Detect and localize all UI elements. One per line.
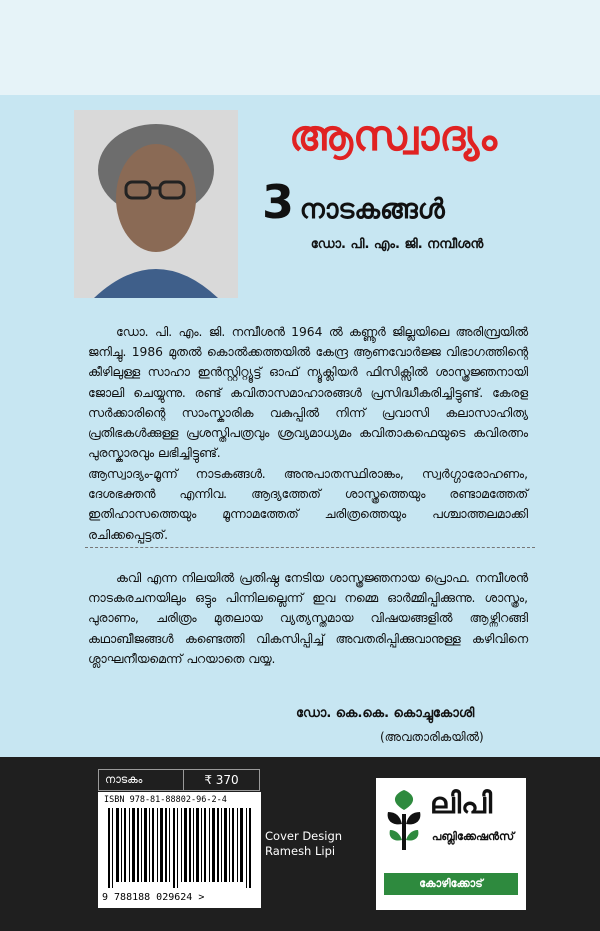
cover-credit-line1: Cover Design: [265, 829, 343, 843]
top-band: [0, 0, 600, 95]
cover-credit: [265, 829, 342, 859]
isbn-text: ISBN 978-81-88802-96-2-4: [104, 795, 227, 805]
divider: [85, 547, 535, 548]
review-source: (അവതാരികയിൽ): [380, 730, 484, 744]
publisher-sub: പബ്ലിക്കേഷൻസ്: [431, 830, 515, 843]
barcode: [98, 792, 261, 908]
leaf-icon: [384, 786, 424, 852]
publisher-place: കോഴിക്കോട്: [384, 873, 518, 895]
price-label: ₹ 370: [204, 773, 239, 787]
author-photo: [74, 110, 238, 298]
publisher-logo: [376, 778, 526, 910]
barcode-bars: [108, 808, 251, 888]
genre-price-box: [98, 769, 260, 791]
review-author: ഡോ. കെ.കെ. കൊച്ചുകോശി: [296, 706, 475, 721]
book-author: ഡോ. പി. എം. ജി. നമ്പീശൻ: [310, 237, 484, 252]
book-subtitle: [262, 172, 552, 243]
cover-credit-line2: Ramesh Lipi: [265, 844, 336, 858]
paragraph-summary: ആസ്വാദ്യം-മൂന്ന് നാടകങ്ങൾ. അനുപാതസ്ഥിരാങ്കം, സ്വർഗ്ഗാരോഹണം, ദേശഭക്തൻ എന്നിവ. ആദ്യത്തേത് ശാസ്ത്രത്തെയും രണ്ടാമത്തേത് ഇതിഹാസത്തെയും മൂന്നാമത്തേത് ചരിത്രത്തെയും പശ്ചാത്തലമാക്കി രചിക്കപ്പെട്ടത്.: [88, 467, 528, 542]
paragraph-review: കവി എന്ന നിലയിൽ പ്രതിഷ്ഠ നേടിയ ശാസ്ത്രജ്ഞനായ പ്രൊഫ. നമ്പീശൻ നാടകരചനയിലും ഒട്ടും പിന്നിലല്ലെന്ന് ഇവ നമ്മെ ഓർമ്മിപ്പിക്കുന്നു. ശാസ്ത്രം, പുരാണം, ചരിത്രം മുതലായ വ്യത്യസ്തമായ വിഷയങ്ങളിൽ ആഴ്ന്നിറങ്ങി കഥാബീജങ്ങൾ കണ്ടെത്തി വികസിപ്പിച്ച് അവതരിപ്പിക്കുവാനുള്ള കഴിവിനെ ശ്ലാഘനീയമെന്ന് പറയാതെ വയ്യ.: [88, 571, 528, 666]
publisher-name: ലിപി: [430, 786, 493, 820]
book-title: ആസ്വാദ്യം: [289, 111, 497, 160]
paragraph-bio: ഡോ. പി. എം. ജി. നമ്പീശൻ 1964 ൽ കണ്ണൂർ ജില്ലയിലെ അരിമ്പ്രയിൽ ജനിച്ചു. 1986 മുതൽ കൊൽക്കത്തയിൽ കേന്ദ്ര ആണവോർജ്ജ വിഭാഗത്തിന്റെ കീഴിലുള്ള സാഹാ ഇൻസ്റ്റിറ്റ്യൂട്ട് ഓഫ് ന്യൂക്ലിയർ ഫിസിക്സിൽ ശാസ്ത്രജ്ഞനായി ജോലി ചെയ്യുന്നു. രണ്ട് കവിതാസമാഹാരങ്ങൾ പ്രസിദ്ധീകരിച്ചിട്ടുണ്ട്. കേരള സർക്കാരിന്റെ സാംസ്കാരിക വകുപ്പിൽ നിന്ന് പ്രവാസി കലാസാഹിത്യ പ്രതിഭകൾക്കുള്ള പ്രശസ്തിപത്രവും ശ്രവ്യമാധ്യമം കവിതാകഫെയുടെ കവിരത്നം പുരസ്കാരവും ലഭിച്ചിട്ടുണ്ട്.: [88, 325, 528, 461]
subtitle-text: നാടകങ്ങൾ: [299, 194, 445, 225]
ean-text: 9 788188 029624 >: [102, 892, 205, 903]
subtitle-number: 3: [262, 175, 295, 229]
genre-label: നാടകം: [99, 770, 184, 790]
